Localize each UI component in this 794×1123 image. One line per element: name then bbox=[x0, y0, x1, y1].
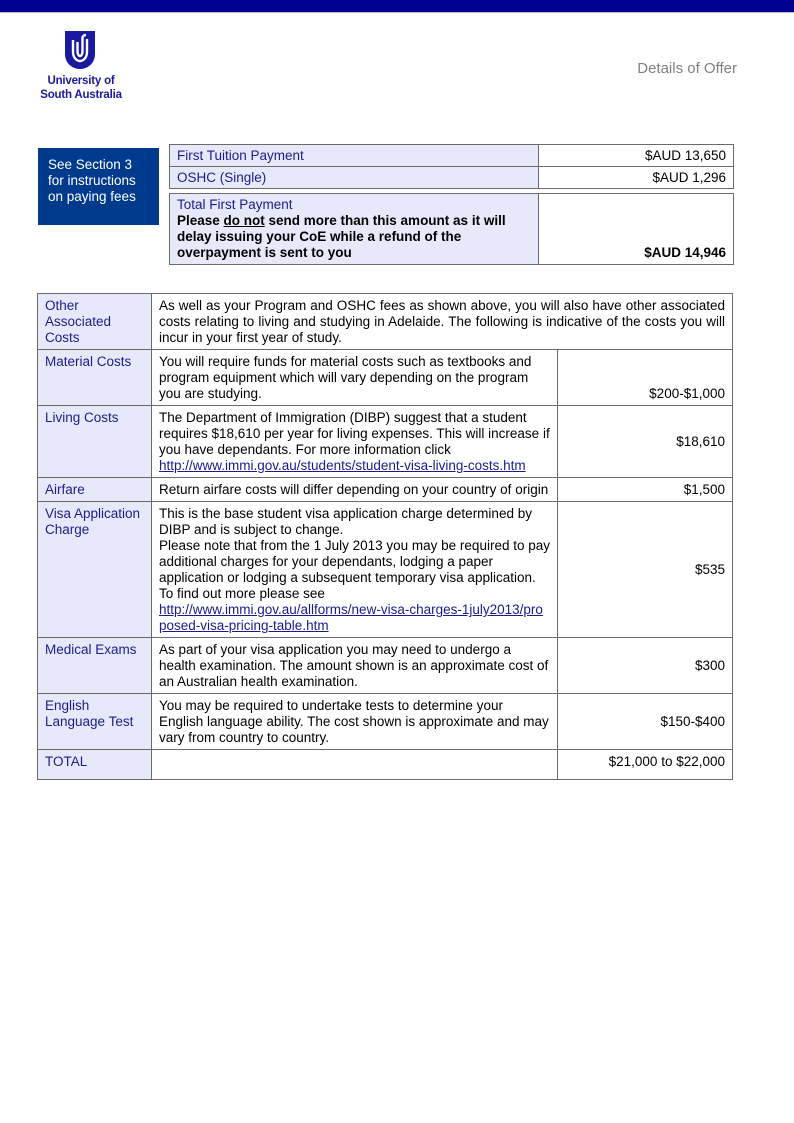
university-name-line1: University of bbox=[47, 75, 115, 87]
costs-intro-text: As well as your Program and OSHC fees as shown above, you will also have other associated costs relating to living and studying in Adelaide. The following is indicative of the costs you will incur in your first year of study. bbox=[152, 294, 733, 350]
cost-row bbox=[38, 406, 733, 478]
cost-category: Living Costs bbox=[38, 406, 152, 478]
cost-amount: $535 bbox=[558, 502, 733, 638]
payment-total-label-cell bbox=[170, 194, 539, 265]
payment-total-row bbox=[170, 194, 734, 265]
cost-category: English Language Test bbox=[38, 694, 152, 750]
university-name bbox=[36, 74, 126, 102]
cost-row bbox=[38, 502, 733, 638]
payment-row bbox=[170, 167, 734, 189]
section-note-line1: See Section 3 bbox=[48, 157, 133, 172]
cost-row bbox=[38, 478, 733, 502]
university-name-line2: South Australia bbox=[40, 89, 122, 101]
payment-row bbox=[170, 145, 734, 167]
costs-intro-row bbox=[38, 294, 733, 350]
payment-amount: $AUD 1,296 bbox=[539, 167, 734, 189]
cost-description: This is the base student visa application charge determined by DIBP and is subject to change. bbox=[159, 506, 532, 537]
cost-row bbox=[38, 694, 733, 750]
cost-total-description bbox=[152, 750, 558, 780]
university-logo bbox=[36, 30, 126, 105]
cost-amount: $150-$400 bbox=[558, 694, 733, 750]
cost-amount: $1,500 bbox=[558, 478, 733, 502]
section-note-line2: for instructions bbox=[48, 173, 136, 188]
cost-row bbox=[38, 350, 733, 406]
unisa-shield-icon bbox=[64, 30, 96, 70]
cost-category: Airfare bbox=[38, 478, 152, 502]
cost-amount: $200-$1,000 bbox=[558, 350, 733, 406]
document-title: Details of Offer bbox=[637, 60, 737, 77]
cost-category: Medical Exams bbox=[38, 638, 152, 694]
payment-label: OSHC (Single) bbox=[170, 167, 539, 189]
payment-total-label: Total First Payment bbox=[177, 197, 293, 212]
cost-description: Return airfare costs will differ depending on your country of origin bbox=[152, 478, 558, 502]
cost-category: Other Associated Costs bbox=[38, 294, 152, 350]
cost-amount: $18,610 bbox=[558, 406, 733, 478]
cost-total-amount: $21,000 to $22,000 bbox=[558, 750, 733, 780]
first-payment-table bbox=[169, 144, 734, 265]
cost-description-cell bbox=[152, 406, 558, 478]
payment-label: First Tuition Payment bbox=[170, 145, 539, 167]
section-note-box bbox=[38, 148, 159, 225]
visa-charges-link[interactable]: http://www.immi.gov.au/allforms/new-visa-charges-1july2013/proposed-visa-pricing-table.htm bbox=[159, 602, 543, 633]
payment-amount: $AUD 13,650 bbox=[539, 145, 734, 167]
payment-total-amount: $AUD 14,946 bbox=[539, 194, 734, 265]
cost-description: You will require funds for material costs such as textbooks and program equipment which will vary depending on the program you are studying. bbox=[152, 350, 558, 406]
cost-description: As part of your visa application you may need to undergo a health examination. The amount shown is an approximate cost of an Australian health examination. bbox=[152, 638, 558, 694]
cost-total-row bbox=[38, 750, 733, 780]
cost-description-note: Please note that from the 1 July 2013 you may be required to pay additional charges for your dependants, lodging a paper application or lodging a subsequent temporary visa application. To find out more please see bbox=[159, 538, 550, 601]
overpayment-warning: Please do not send more than this amount as it will delay issuing your CoE while a refund of the overpayment is sent to you bbox=[177, 213, 506, 260]
cost-description: The Department of Immigration (DIBP) suggest that a student requires $18,610 per year for living expenses. This will increase if you have dependants. For more information click bbox=[159, 410, 550, 457]
cost-description-cell bbox=[152, 502, 558, 638]
cost-category: Visa Application Charge bbox=[38, 502, 152, 638]
cost-total-label: TOTAL bbox=[38, 750, 152, 780]
cost-row bbox=[38, 638, 733, 694]
cost-amount: $300 bbox=[558, 638, 733, 694]
living-costs-link[interactable]: http://www.immi.gov.au/students/student-visa-living-costs.htm bbox=[159, 458, 526, 473]
cost-description: You may be required to undertake tests to determine your English language ability. The cost shown is approximate and may vary from country to country. bbox=[152, 694, 558, 750]
top-banner-bar bbox=[0, 0, 794, 13]
cost-category: Material Costs bbox=[38, 350, 152, 406]
associated-costs-table bbox=[37, 293, 733, 780]
section-note-line3: on paying fees bbox=[48, 189, 136, 204]
warning-emphasis: do not bbox=[223, 213, 265, 228]
